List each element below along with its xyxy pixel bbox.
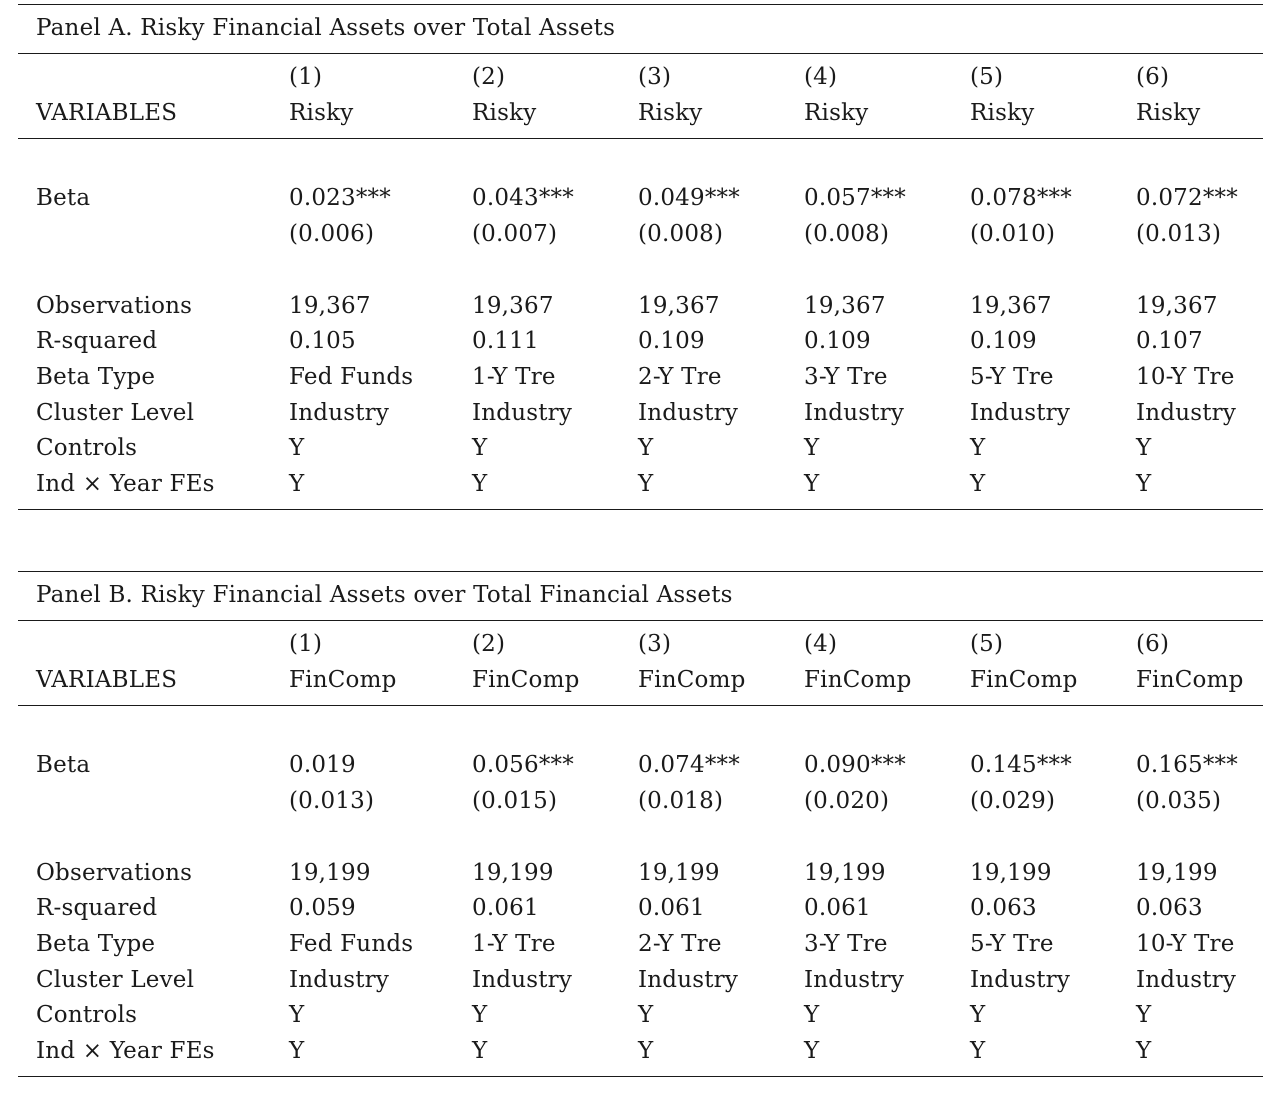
stat-row-label: Beta Type bbox=[36, 931, 156, 957]
column-number: (6) bbox=[1136, 631, 1170, 657]
dependent-variable: Risky bbox=[472, 100, 537, 126]
stat-value: 3-Y Tre bbox=[804, 364, 888, 390]
beta-standard-error: (0.008) bbox=[804, 221, 890, 247]
beta-standard-error: (0.015) bbox=[472, 788, 558, 814]
beta-standard-error: (0.008) bbox=[638, 221, 724, 247]
stat-value: Y bbox=[804, 1002, 820, 1028]
stat-value: Y bbox=[472, 1038, 488, 1064]
stat-value: 0.061 bbox=[472, 895, 539, 921]
column-number: (3) bbox=[638, 64, 672, 90]
stat-value: 0.063 bbox=[1136, 895, 1203, 921]
beta-coefficient: 0.049*** bbox=[638, 185, 740, 211]
stat-value: Y bbox=[289, 1038, 305, 1064]
stat-row-label: Observations bbox=[36, 860, 193, 886]
stat-value: 19,199 bbox=[289, 860, 371, 886]
beta-coefficient: 0.078*** bbox=[970, 185, 1072, 211]
beta-standard-error: (0.035) bbox=[1136, 788, 1222, 814]
beta-standard-error: (0.006) bbox=[289, 221, 375, 247]
stat-value: 0.109 bbox=[804, 328, 871, 354]
stat-value: Fed Funds bbox=[289, 364, 414, 390]
stat-value: 5-Y Tre bbox=[970, 364, 1054, 390]
stat-value: 1-Y Tre bbox=[472, 931, 556, 957]
stat-value: Y bbox=[289, 1002, 305, 1028]
stat-value: 19,199 bbox=[1136, 860, 1218, 886]
stat-value: 0.109 bbox=[970, 328, 1037, 354]
bottom-rule bbox=[18, 1076, 1263, 1077]
header-rule bbox=[18, 138, 1263, 139]
stat-value: Y bbox=[804, 435, 820, 461]
stat-value: Y bbox=[1136, 1038, 1152, 1064]
stat-value: Y bbox=[1136, 471, 1152, 497]
stat-value: 0.063 bbox=[970, 895, 1037, 921]
stat-value: Y bbox=[804, 471, 820, 497]
column-number: (2) bbox=[472, 631, 506, 657]
stat-value: Y bbox=[970, 471, 986, 497]
stat-value: 19,367 bbox=[970, 293, 1052, 319]
stat-value: 19,199 bbox=[970, 860, 1052, 886]
stat-value: Y bbox=[289, 471, 305, 497]
beta-coefficient: 0.043*** bbox=[472, 185, 574, 211]
stat-row-label: Controls bbox=[36, 1002, 138, 1028]
beta-coefficient: 0.074*** bbox=[638, 752, 740, 778]
panel-title: Panel A. Risky Financial Assets over Total Assets bbox=[36, 15, 616, 41]
stat-value: Industry bbox=[472, 967, 573, 993]
beta-coefficient: 0.165*** bbox=[1136, 752, 1238, 778]
stat-row-label: R-squared bbox=[36, 328, 158, 354]
stat-value: 19,367 bbox=[804, 293, 886, 319]
stat-value: Industry bbox=[1136, 967, 1237, 993]
stat-value: Y bbox=[638, 1038, 654, 1064]
stat-value: 2-Y Tre bbox=[638, 931, 722, 957]
stat-value: Industry bbox=[638, 400, 739, 426]
beta-standard-error: (0.013) bbox=[1136, 221, 1222, 247]
stat-row-label: Beta Type bbox=[36, 364, 156, 390]
beta-coefficient: 0.090*** bbox=[804, 752, 906, 778]
stat-row-label: Observations bbox=[36, 293, 193, 319]
beta-standard-error: (0.018) bbox=[638, 788, 724, 814]
stat-value: Industry bbox=[1136, 400, 1237, 426]
variables-header: VARIABLES bbox=[36, 667, 178, 693]
stat-row-label: R-squared bbox=[36, 895, 158, 921]
stat-value: Y bbox=[638, 471, 654, 497]
stat-value: 0.111 bbox=[472, 328, 539, 354]
stat-value: Y bbox=[638, 435, 654, 461]
stat-value: 19,367 bbox=[472, 293, 554, 319]
beta-coefficient: 0.057*** bbox=[804, 185, 906, 211]
dependent-variable: Risky bbox=[638, 100, 703, 126]
column-number: (6) bbox=[1136, 64, 1170, 90]
dependent-variable: Risky bbox=[289, 100, 354, 126]
stat-value: 0.105 bbox=[289, 328, 356, 354]
stat-value: Y bbox=[970, 435, 986, 461]
column-number: (4) bbox=[804, 631, 838, 657]
beta-coefficient: 0.019 bbox=[289, 752, 356, 778]
stat-value: Y bbox=[472, 1002, 488, 1028]
header-rule bbox=[18, 705, 1263, 706]
stat-row-label: Cluster Level bbox=[36, 967, 195, 993]
stat-value: 0.059 bbox=[289, 895, 356, 921]
stat-value: Y bbox=[472, 471, 488, 497]
stat-value: 19,367 bbox=[1136, 293, 1218, 319]
stat-row-label: Cluster Level bbox=[36, 400, 195, 426]
stat-value: 10-Y Tre bbox=[1136, 364, 1235, 390]
column-number: (2) bbox=[472, 64, 506, 90]
stat-value: Y bbox=[638, 1002, 654, 1028]
top-rule bbox=[18, 571, 1263, 572]
stat-value: 19,367 bbox=[289, 293, 371, 319]
beta-coefficient: 0.145*** bbox=[970, 752, 1072, 778]
row-label-beta: Beta bbox=[36, 185, 91, 211]
stat-value: Fed Funds bbox=[289, 931, 414, 957]
dependent-variable: Risky bbox=[804, 100, 869, 126]
stat-value: 19,199 bbox=[638, 860, 720, 886]
beta-coefficient: 0.072*** bbox=[1136, 185, 1238, 211]
stat-value: Y bbox=[472, 435, 488, 461]
stat-row-label: Controls bbox=[36, 435, 138, 461]
dependent-variable: FinComp bbox=[289, 667, 397, 693]
column-number: (3) bbox=[638, 631, 672, 657]
column-number: (1) bbox=[289, 631, 323, 657]
beta-standard-error: (0.010) bbox=[970, 221, 1056, 247]
panel-title: Panel B. Risky Financial Assets over Total Financial Assets bbox=[36, 582, 733, 608]
stat-value: Industry bbox=[638, 967, 739, 993]
stat-value: 10-Y Tre bbox=[1136, 931, 1235, 957]
stat-value: 5-Y Tre bbox=[970, 931, 1054, 957]
stat-value: Industry bbox=[289, 400, 390, 426]
beta-coefficient: 0.056*** bbox=[472, 752, 574, 778]
dependent-variable: FinComp bbox=[804, 667, 912, 693]
stat-value: 0.109 bbox=[638, 328, 705, 354]
dependent-variable: FinComp bbox=[970, 667, 1078, 693]
dependent-variable: FinComp bbox=[472, 667, 580, 693]
stat-row-label: Ind × Year FEs bbox=[36, 1038, 215, 1064]
beta-standard-error: (0.020) bbox=[804, 788, 890, 814]
stat-value: Industry bbox=[472, 400, 573, 426]
stat-value: 19,367 bbox=[638, 293, 720, 319]
stat-value: Y bbox=[1136, 435, 1152, 461]
title-rule bbox=[18, 53, 1263, 54]
variables-header: VARIABLES bbox=[36, 100, 178, 126]
stat-value: 1-Y Tre bbox=[472, 364, 556, 390]
column-number: (5) bbox=[970, 631, 1004, 657]
title-rule bbox=[18, 620, 1263, 621]
beta-coefficient: 0.023*** bbox=[289, 185, 391, 211]
stat-value: Industry bbox=[804, 400, 905, 426]
stat-value: Industry bbox=[289, 967, 390, 993]
stat-value: Industry bbox=[970, 967, 1071, 993]
row-label-beta: Beta bbox=[36, 752, 91, 778]
stat-value: 19,199 bbox=[804, 860, 886, 886]
dependent-variable: FinComp bbox=[1136, 667, 1244, 693]
stat-value: Y bbox=[970, 1038, 986, 1064]
stat-value: 0.107 bbox=[1136, 328, 1203, 354]
stat-value: 0.061 bbox=[804, 895, 871, 921]
bottom-rule bbox=[18, 509, 1263, 510]
stat-row-label: Ind × Year FEs bbox=[36, 471, 215, 497]
column-number: (4) bbox=[804, 64, 838, 90]
column-number: (5) bbox=[970, 64, 1004, 90]
top-rule bbox=[18, 4, 1263, 5]
stat-value: Y bbox=[289, 435, 305, 461]
beta-standard-error: (0.013) bbox=[289, 788, 375, 814]
dependent-variable: FinComp bbox=[638, 667, 746, 693]
stat-value: 19,199 bbox=[472, 860, 554, 886]
stat-value: 0.061 bbox=[638, 895, 705, 921]
dependent-variable: Risky bbox=[970, 100, 1035, 126]
beta-standard-error: (0.007) bbox=[472, 221, 558, 247]
stat-value: 2-Y Tre bbox=[638, 364, 722, 390]
stat-value: Industry bbox=[804, 967, 905, 993]
column-number: (1) bbox=[289, 64, 323, 90]
beta-standard-error: (0.029) bbox=[970, 788, 1056, 814]
stat-value: Industry bbox=[970, 400, 1071, 426]
stat-value: Y bbox=[970, 1002, 986, 1028]
stat-value: 3-Y Tre bbox=[804, 931, 888, 957]
stat-value: Y bbox=[804, 1038, 820, 1064]
stat-value: Y bbox=[1136, 1002, 1152, 1028]
dependent-variable: Risky bbox=[1136, 100, 1201, 126]
